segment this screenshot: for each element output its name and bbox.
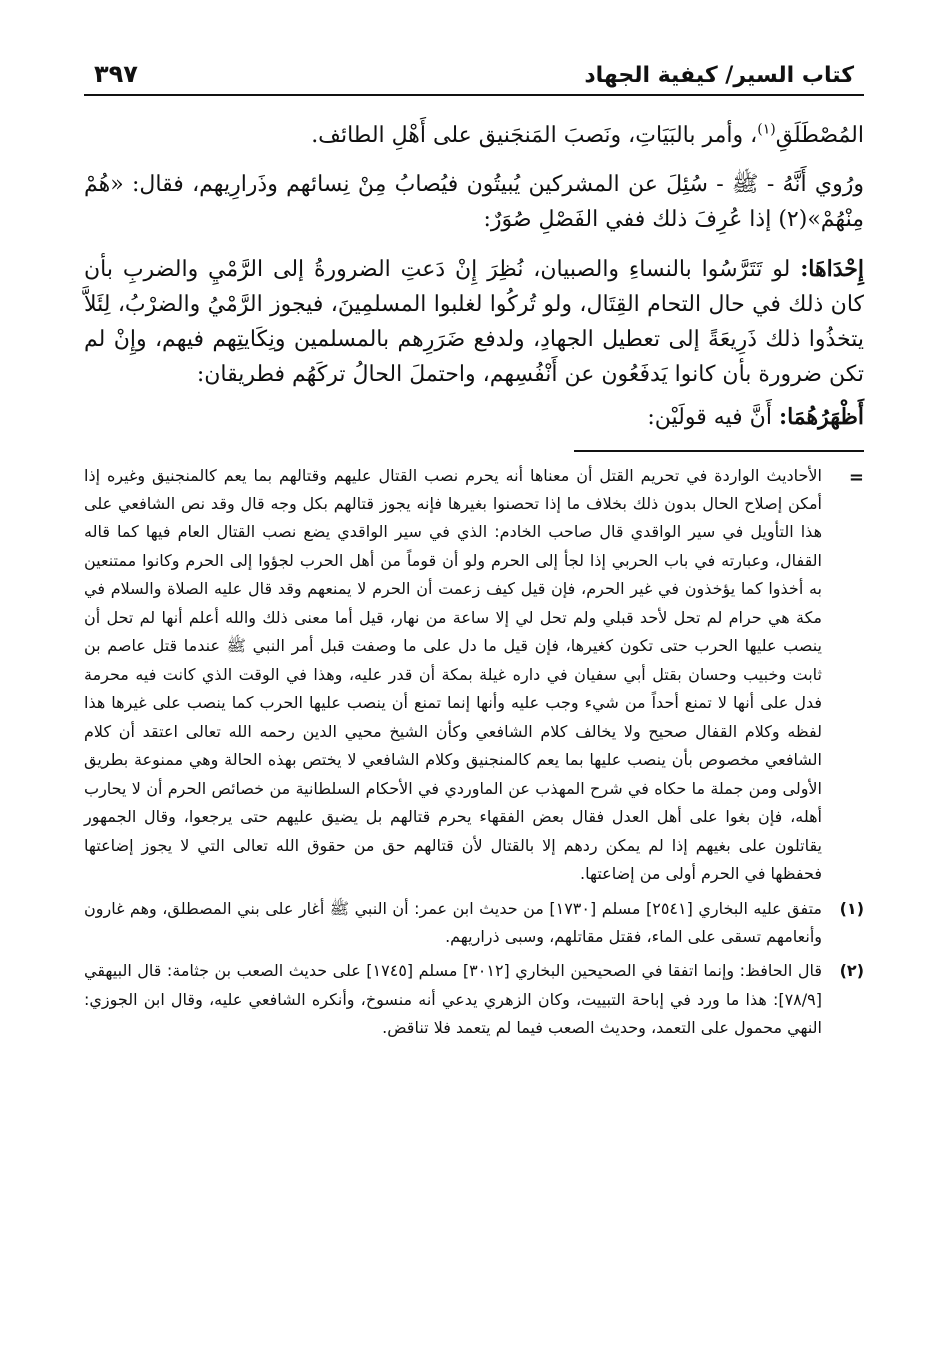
header-title: كتاب السير/ كيفية الجهاد xyxy=(584,63,854,88)
running-header xyxy=(84,58,864,96)
paragraph-4-text: أَنَّ فيه قولَيْن: xyxy=(647,405,772,431)
paragraph-3-text: لو تَتَرَّسُوا بالنساءِ والصبيان، نُظِرَ إِنْ دَعتِ الضرورةُ إلى الرَّمْيِ والضربِ بأن كان ذلك في حال التحام القِتَال، ولو تُركُوا لغلبوا المسلمِينَ، فيجوز الرَّمْيُ والضرْبُ، لِئَلاَّ يتخذُوا ذلك ذَرِيعَةً إلى تعطيل الجهادِ، ولدفع ضَرَرِهم بالمسلمين ونِكَايتِهم فيهم، وإِنْ لم تكن ضرورة بأن كانوا يَدفَعُون عن أَنْفُسِهم، واحتملَ الحالُ تركَهُم فطريقان: xyxy=(84,256,864,388)
paragraph-1 xyxy=(84,118,864,153)
footnote-continuation-text: الأحاديث الواردة في تحريم القتل أن معناها أنه يحرم نصب القتال عليهم وقتالهم بما يعم كالمنجنيق وغيره إذا أمكن إصلاح الحال بدون ذلك بخلاف ما إذا تحصنوا بغيرها فإنه يجوز قتالهم بكل وجه قال وقد نص الشافعي على هذا التأويل في سير الواقدي قال صاحب الخادم: الذي في سير الواقدي يضع نصب القتال العام فيها كما قاله القفال، وعبارته في باب الحربي إذا لجأ إلى الحرم ولو أن قوماً من أهل الحرب لجؤوا إلى الحرم وكانوا ممتنعين به أخذوا كما يؤخذون في غير الحرم، فإن قيل كيف زعمت أن الحرم لا يمنعهم وقد قال عليه الصلاة والسلام في مكة هي حرام لم تحل لأحد قبلي ولم تحل لي إلا ساعة من نهار، قيل أما معنى ذلك والله أعلم أنها لم تحل أن ينصب عليها الحرب حتى تكون كغيرها، فإن قيل ما دل على ما وصفت قبل أمر النبي ﷺ عندما قتل عاصم بن ثابت وخبيب وحسان بقتل أبي سفيان في داره غيلة بمكة أن قدر عليه، وهذا في الوقت الذي كانت فيه محرمة فدل على أنها لا تمنع أحداً من شيء وجب عليه وأنها إنما تمنع أن ينصب عليها الحرب كما ينصب على غيرها هذا لفظه وكلام القفال صحيح ولا يخالف كلام الشافعي وكأن الشيخ محيي الدين رحمه الله تعالى اعتقد أن كلام الشافعي مخصوص بأن ينصب عليها بما يعم كالمنجنيق وكلام الشافعي لا يختص بهذه الحالة وهي ممنوعة بطريق الأولى ومن جملة ما حكاه في شرح المهذب عن الماوردي في الأحكام السلطانية من خصائص الحرم أن لا يحارب أهله، فإن بغوا على أهل العدل فقال بعض الفقهاء يحرم قتالهم بل يضيق عليهم حتى يرجعوا، وقال الجمهور يقاتلون على بغيهم إذا لم يمكن ردهم إلا بالقتال لأن قتالهم حق من حقوق الله تعالى التي لا يجوز إضاعتها فحفظها في الحرم أولى من إضاعتها. xyxy=(84,465,822,884)
footnote-1-text: متفق عليه البخاري [٢٥٤١] مسلم [١٧٣٠] من حديث ابن عمر: أن النبي ﷺ أغار على بني المصطلق، وهم غارون وأنعامهم تسقى على الماء، فقتل مقاتلهم، وسبى ذراريهم. xyxy=(84,898,823,946)
paragraph-3 xyxy=(84,252,864,393)
paragraph-3-lead: إِحْدَاهَا: xyxy=(800,255,864,282)
footnote-1-marker: (١) xyxy=(839,898,864,918)
paragraph-2: ورُوي أَنَّهُ - ﷺ - سُئِلَ عن المشركين يُبيتُون فيُصابُ مِنْ نِسائهم وذَرارِيهم، فقال: «هُمْ مِنْهُمْ»(٢) إذا عُرِفَ ذلك ففي الفَصْلِ صُوَرٌ: xyxy=(84,172,864,233)
paragraph-1-rest: ، وأمر بالبَيَاتِ، ونَصبَ المَنجَنيق على أَهْلِ الطائف. xyxy=(311,123,758,148)
paragraph-1-start: المُصْطَلَقِ xyxy=(775,123,864,148)
footnotes xyxy=(84,462,864,1043)
main-text xyxy=(84,118,864,436)
continuation-marker: = xyxy=(848,466,864,488)
footnote-2-marker: (٢) xyxy=(839,961,864,981)
footnote-continuation xyxy=(84,462,864,889)
footnote-separator xyxy=(574,450,864,452)
paragraph-4-lead: أَظْهَرُهُمَا: xyxy=(778,404,864,431)
footnote-2 xyxy=(84,957,864,1042)
paragraph-4 xyxy=(84,400,864,435)
page-number: ٣٩٧ xyxy=(94,60,138,88)
footnote-ref-1: (١) xyxy=(757,121,776,138)
footnote-1 xyxy=(84,895,864,952)
book-page xyxy=(84,58,864,1328)
footnote-2-text: قال الحافظ: وإنما اتفقا في الصحيحين البخاري [٣٠١٢] مسلم [١٧٤٥] على حديث الصعب بن جثامة: قال البيهقي [٧٨/٩]: هذا ما ورد في إباحة التبييت، وكان الزهري يدعي أنه منسوخ، وأنكره الشافعي عليه، وقال ابن الجوزي: النهي محمول على التعمد، وحديث الصعب فيما لم يتعمد فلا تناقض. xyxy=(84,961,822,1038)
